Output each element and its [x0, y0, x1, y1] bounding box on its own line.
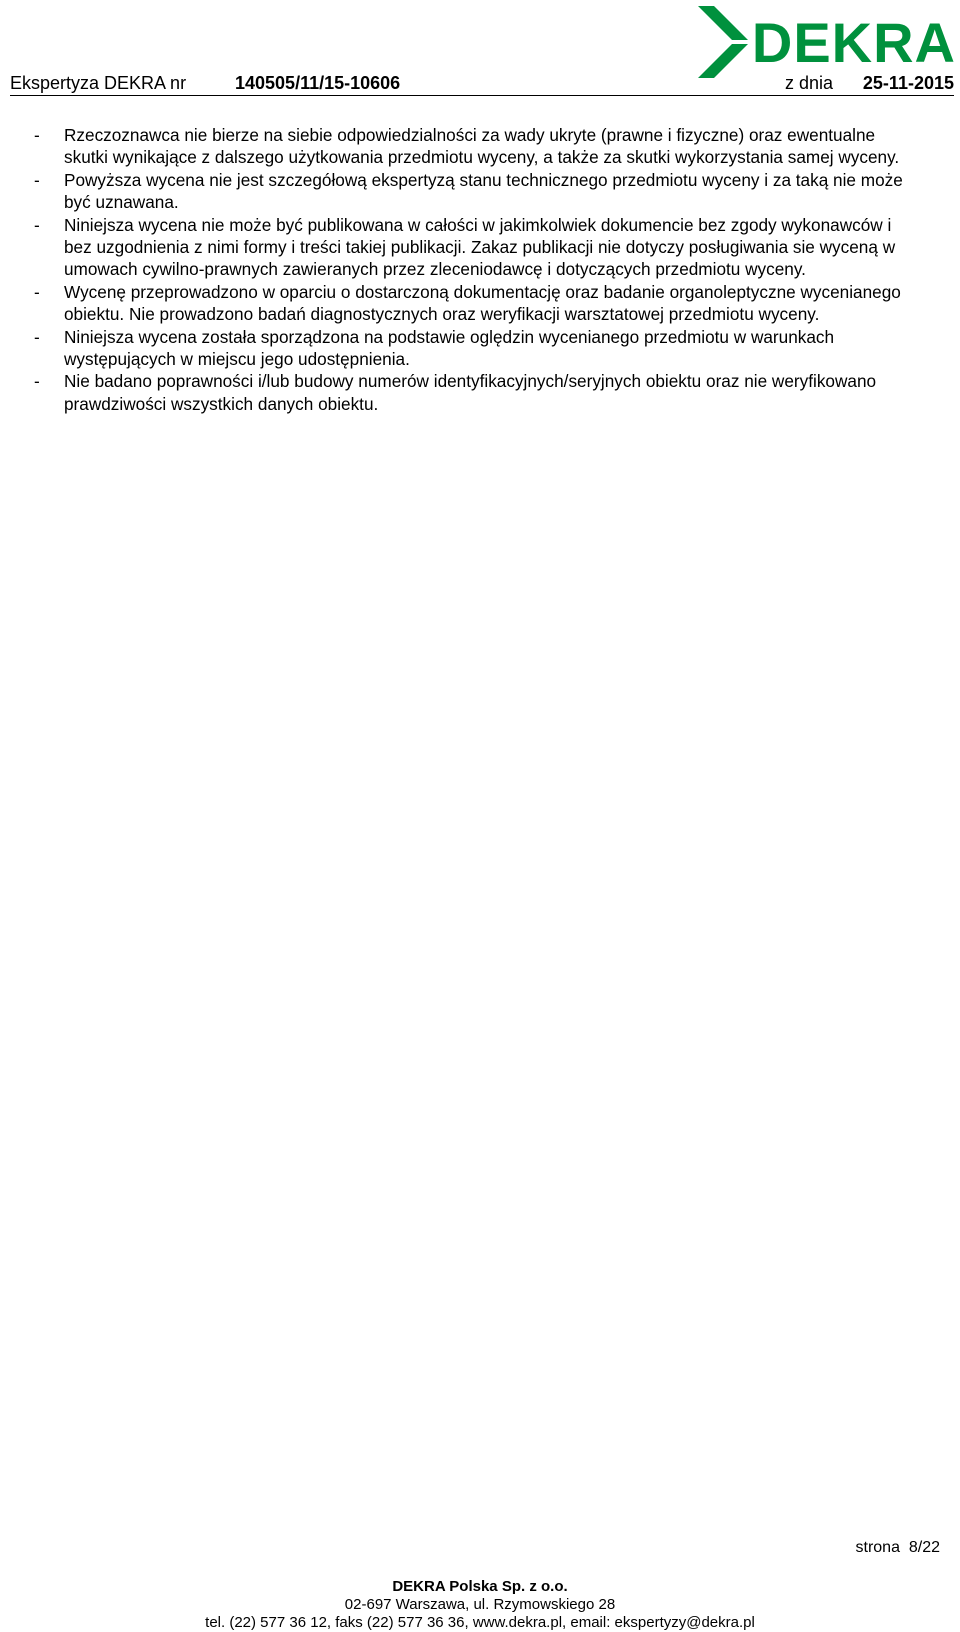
list-dash: -: [34, 125, 40, 145]
list-item-text: Niniejsza wycena została sporządzona na podstawie oględzin wycenianego przedmiotu w warunkach występujących w miejscu jego udostępnienia.: [64, 326, 835, 370]
page-footer: [0, 1578, 960, 1632]
page-header: [0, 0, 960, 98]
list-dash: -: [34, 326, 40, 347]
disclaimer-list: [34, 124, 914, 415]
list-dash: -: [34, 281, 40, 302]
header-divider: [10, 95, 954, 96]
footer-address: 02-697 Warszawa, ul. Rzymowskiego 28: [344, 1596, 616, 1613]
date-label: z dnia: [785, 73, 834, 93]
document-header-line: [10, 72, 954, 94]
list-dash: -: [34, 214, 40, 235]
page-number-value: 8/22: [908, 1539, 940, 1556]
expertise-number: 140505/11/15-10606: [235, 73, 401, 93]
dekra-logo: [692, 6, 956, 78]
document-body: [34, 124, 914, 415]
list-item: [34, 124, 914, 169]
list-item: [34, 169, 914, 214]
list-dash: -: [34, 169, 40, 190]
list-item: [34, 326, 914, 371]
list-item: [34, 281, 914, 326]
page-number-label: strona: [855, 1539, 900, 1556]
list-item: [34, 370, 914, 415]
list-item-text: Nie badano poprawności i/lub budowy numerów identyfikacyjnych/seryjnych obiektu oraz nie weryfikowano prawdziwości wszystkich danych obiektu.: [64, 371, 877, 414]
footer-company: DEKRA Polska Sp. z o.o.: [392, 1578, 568, 1595]
list-item-text: Rzeczoznawca nie bierze na siebie odpowiedzialności za wady ukryte (prawne i fizyczne) oraz ewentualne skutki wynikające z dalszego użytkowania przedmiotu wyceny, a także za skutki wykorzystania samej wyceny.: [64, 125, 900, 168]
dekra-logo-icon: [692, 6, 750, 78]
list-item-text: Niniejsza wycena nie może być publikowana w całości w jakimkolwiek dokumencie bez zgody wykonawców i bez uzgodnienia z nimi formy i treści takiej publikacji. Zakaz publikacji nie dotyczy posługiwania sie wyceną w umowach cywilno-prawnych zawieranych przez zleceniodawcę i dotyczących przedmiotu wyceny.: [64, 214, 896, 280]
list-dash: -: [34, 371, 40, 392]
list-item-text: Wycenę przeprowadzono w oparciu o dostarczoną dokumentację oraz badanie organoleptyczne wycenianego obiektu. Nie prowadzono badań diagnostycznych oraz weryfikacji warsztatowej przedmiotu wyceny.: [64, 281, 901, 325]
expertise-label: Ekspertyza DEKRA nr: [10, 73, 187, 93]
list-item: [34, 214, 914, 281]
dekra-logo-text: DEKRA: [751, 11, 956, 74]
document-date: 25-11-2015: [862, 73, 954, 93]
footer-contact: tel. (22) 577 36 12, faks (22) 577 36 36, www.dekra.pl, email: ekspertyzy@dekra.pl: [205, 1614, 755, 1631]
page-number: [856, 1538, 941, 1558]
list-item-text: Powyższa wycena nie jest szczegółową ekspertyzą stanu technicznego przedmiotu wyceny i za taką nie może być uznawana.: [64, 169, 903, 213]
